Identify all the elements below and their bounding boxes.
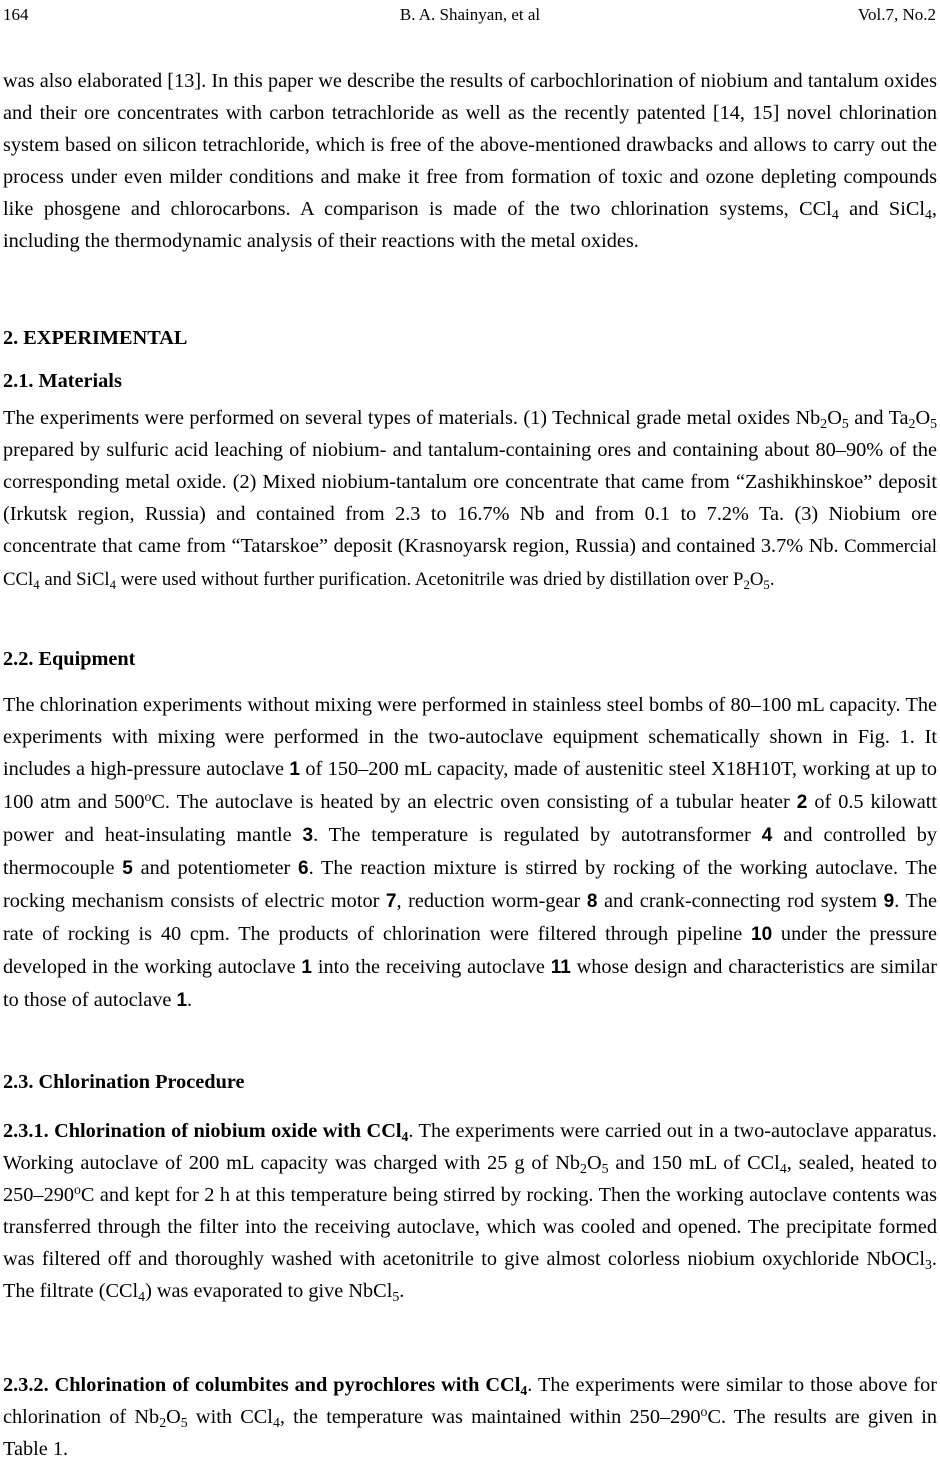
section-materials-title: 2.1. Materials <box>3 370 122 392</box>
intro-paragraph: was also elaborated [13]. In this paper we describe the results of carbochlorination of niobium and tantalum oxides and their ore concentrates with carbon tetrachloride as well as the recently patented [14, 15] novel chlorination system based on silicon tetrachloride, which is free of the above-mentioned drawbacks and allows to carry out the process under even milder conditions and make it free from formation of toxic and ozone depleting compounds like phosgene and chlorocarbons. A comparison is made of the two chlorination systems, CCl$_4$ and SiCl$_4$, including the thermodynamic analysis of their reactions with the metal oxides. <box>3 70 937 252</box>
volume-info: Vol.7, No.2 <box>857 5 936 24</box>
section-experimental-title: 2. EXPERIMENTAL <box>3 327 188 349</box>
section-procedure-title: 2.3. Chlorination Procedure <box>3 1071 245 1093</box>
page-header <box>0 0 940 34</box>
materials-paragraph: The experiments were performed on several types of materials. (1) Technical grade metal oxides $Nb_2O_5$ and $Ta_2O_5$ prepared by sulfuric acid leaching of niobium- and tantalum-containing ores and containing about 80–90% of the corresponding metal oxide. (2) Mixed niobium-tantalum ore concentrate that came from “Zashikhinskoe” deposit (Irkutsk region, Russia) and contained from 2.3 to 16.7% Nb and from 0.1 to 7.2% Ta. (3) Niobium ore concentrate that came from “Tatarskoe” deposit (Krasnoyarsk region, Russia) and contained 3.7% Nb. Commercial CCl$_4$ and SiCl$_4$ were used without further purification. Acetonitrile was dried by distillation over $P_2O_5$. <box>3 407 938 592</box>
page-number: 164 <box>3 5 29 24</box>
procedure-paragraph-2: 2.3.2. Chlorination of columbites and pyrochlores with CCl$_4$. The experiments were similar to those above for chlorination of $Nb_2O_5$ with CCl$_4$, the temperature was maintained within 250–290$^o$C. The results are given in Table 1. <box>3 1374 938 1460</box>
procedure-paragraph-1: 2.3.1. Chlorination of niobium oxide with CCl$_4$. The experiments were carried out in a two-autoclave apparatus. Working autoclave of 200 mL capacity was charged with 25 g of $Nb_2O_5$ and 150 mL of CCl$_4$, sealed, heated to 250–290$^o$C and kept for 2 h at this temperature being stirred by rocking. Then the working autoclave contents was transferred through the filter into the receiving autoclave, which was cooled and opened. The precipitate formed was filtered off and thoroughly washed with acetonitrile to give almost colorless niobium oxychloride NbOCl$_3$. The filtrate (CCl$_4$) was evaporated to give NbCl$_5$. <box>3 1120 937 1305</box>
equipment-paragraph: The chlorination experiments without mixing were performed in stainless steel bombs of 80–100 mL capacity. The experiments with mixing were performed in the two-autoclave equipment schematically shown in Fig. 1. It includes a high-pressure autoclave 1 of 150–200 mL capacity, made of austenitic steel X18H10T, working at up to 100 atm and 500$^o$C. The autoclave is heated by an electric oven consisting of a tubular heater 2 of 0.5 kilowatt power and heat-insulating mantle 3. The temperature is regulated by autotransformer 4 and controlled by thermocouple 5 and potentiometer 6. The reaction mixture is stirred by rocking of the working autoclave. The rocking mechanism consists of electric motor 7, reduction worm-gear 8 and crank-connecting rod system 9. The rate of rocking is 40 cpm. The products of chlorination were filtered through pipeline 10 under the pressure developed in the working autoclave 1 into the receiving autoclave 11 whose design and characteristics are similar to those of autoclave 1. <box>3 694 937 1011</box>
running-authors: B. A. Shainyan, et al <box>399 5 541 24</box>
section-equipment-title: 2.2. Equipment <box>3 648 136 670</box>
